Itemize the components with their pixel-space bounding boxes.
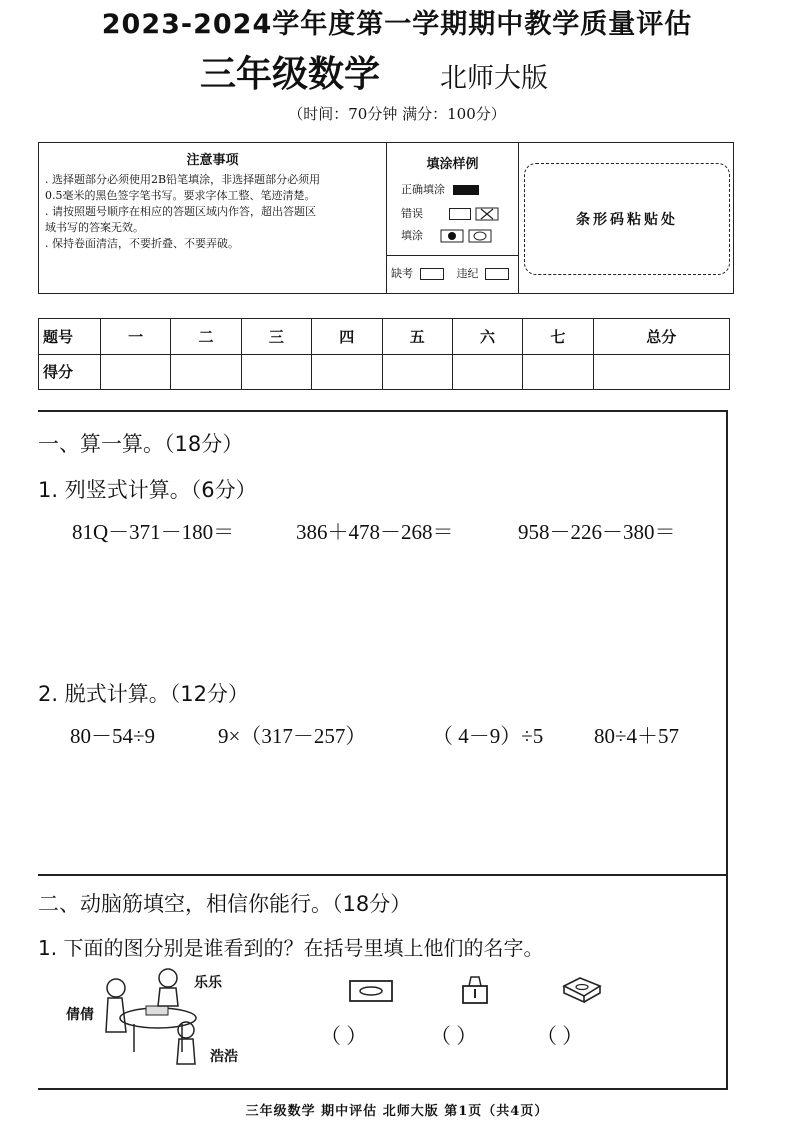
notice-heading: 注意事项 (186, 153, 239, 168)
fill-correct-row (401, 181, 479, 197)
subject-title: 三年级数学 (200, 54, 381, 95)
notice-line: . 保持卷面清洁，不要折叠、不要弄破。 (45, 237, 239, 250)
notice-line: . 请按照题号顺序在相应的答题区域内作答，超出答题区 (45, 205, 316, 218)
fill-wrong-row-1 (401, 205, 499, 221)
barcode-area: 条形码粘贴处 (524, 163, 730, 275)
fill-divider (387, 255, 518, 256)
fill-wrong-label: 错误 (401, 207, 423, 220)
score-table (38, 318, 730, 390)
edition-label: 北师大版 (440, 63, 548, 94)
answer-blank-1[interactable]: （ ） (320, 1024, 368, 1048)
q2-expr-3: （ 4－9）÷5 (432, 724, 544, 748)
table-cell: 三 (241, 319, 311, 355)
name-lele: 乐乐 (194, 975, 222, 991)
score-cell[interactable] (382, 354, 452, 390)
violation-label: 违纪 (456, 267, 479, 280)
table-cell: 二 (171, 319, 241, 355)
q1-title: 1. 列竖式计算。（6分） (38, 478, 257, 502)
answer-blank-2[interactable]: （ ） (430, 1024, 478, 1048)
time-info: （时间：70分钟 满分：100分） (288, 105, 506, 123)
q2-expr-1: 80－54÷9 (70, 724, 156, 748)
exam-title: 2023-2024学年度第一学期期中教学质量评估 (101, 9, 693, 40)
crossed-box-icon (475, 207, 499, 221)
score-cell[interactable] (101, 354, 171, 390)
table-cell: 七 (523, 319, 593, 355)
table-cell: 五 (382, 319, 452, 355)
table-cell: 六 (452, 319, 522, 355)
top-view-icon (560, 974, 604, 1004)
dot-box-icon (440, 229, 464, 243)
page-footer: 三年级数学 期中评估 北师大版 第1页（共4页） (245, 1104, 549, 1119)
score-cell[interactable] (171, 354, 241, 390)
section2-q1-text: 1. 下面的图分别是谁看到的？在括号里填上他们的名字。 (38, 936, 544, 960)
score-cell[interactable] (241, 354, 311, 390)
absent-box[interactable] (420, 268, 444, 280)
q1-expr-2: 386＋478－268＝ (296, 520, 454, 544)
table-cell: 得分 (39, 354, 101, 390)
table-cell: 总分 (593, 319, 729, 355)
q2-expr-4: 80÷4＋57 (594, 724, 680, 748)
notice-line: 0.5毫米的黑色签字笔书写。要求字体工整、笔迹清楚。 (45, 189, 316, 202)
absent-label: 缺考 (391, 267, 413, 280)
fill-sample-section (387, 143, 519, 293)
score-cell[interactable] (312, 354, 382, 390)
q2-title: 2. 脱式计算。（12分） (38, 682, 249, 706)
fill-wrong-row-2 (401, 227, 492, 243)
table-cell: 四 (312, 319, 382, 355)
score-cell[interactable] (452, 354, 522, 390)
notice-section (39, 143, 387, 293)
name-qianqian: 倩倩 (66, 1007, 94, 1023)
table-row (39, 354, 730, 390)
q1-expr-1: 81Q－371－180＝ (72, 520, 235, 544)
circle-box-icon (468, 229, 492, 243)
side-view-icon (460, 974, 490, 1006)
fill-correct-label: 正确填涂 (401, 183, 445, 196)
notice-line: 域书写的答案无效。 (45, 221, 144, 234)
notice-box (38, 142, 734, 294)
fill-sample-heading: 填涂样例 (426, 157, 479, 172)
front-view-icon (348, 978, 396, 1004)
q1-expr-3: 958－226－380＝ (518, 520, 676, 544)
notice-line: . 选择题部分必须使用2B铅笔填涂，非选择题部分必须用 (45, 173, 321, 186)
table-row (39, 319, 730, 355)
absent-violation-row (391, 265, 509, 281)
score-cell[interactable] (593, 354, 729, 390)
table-cell: 一 (101, 319, 171, 355)
empty-box-icon (449, 208, 471, 220)
violation-box[interactable] (485, 268, 509, 280)
section2-title: 二、动脑筋填空，相信你能行。（18分） (38, 892, 412, 916)
filled-box-icon (453, 185, 479, 195)
section1-title: 一、算一算。（18分） (38, 432, 244, 456)
answer-blank-3[interactable]: （ ） (536, 1024, 584, 1048)
section-divider (38, 874, 728, 876)
score-cell[interactable] (523, 354, 593, 390)
fill-wrong-label-2: 填涂 (401, 229, 423, 242)
q2-expr-2: 9×（317－257） (218, 724, 367, 748)
name-haohao: 浩浩 (210, 1049, 238, 1065)
table-cell: 题号 (39, 319, 101, 355)
